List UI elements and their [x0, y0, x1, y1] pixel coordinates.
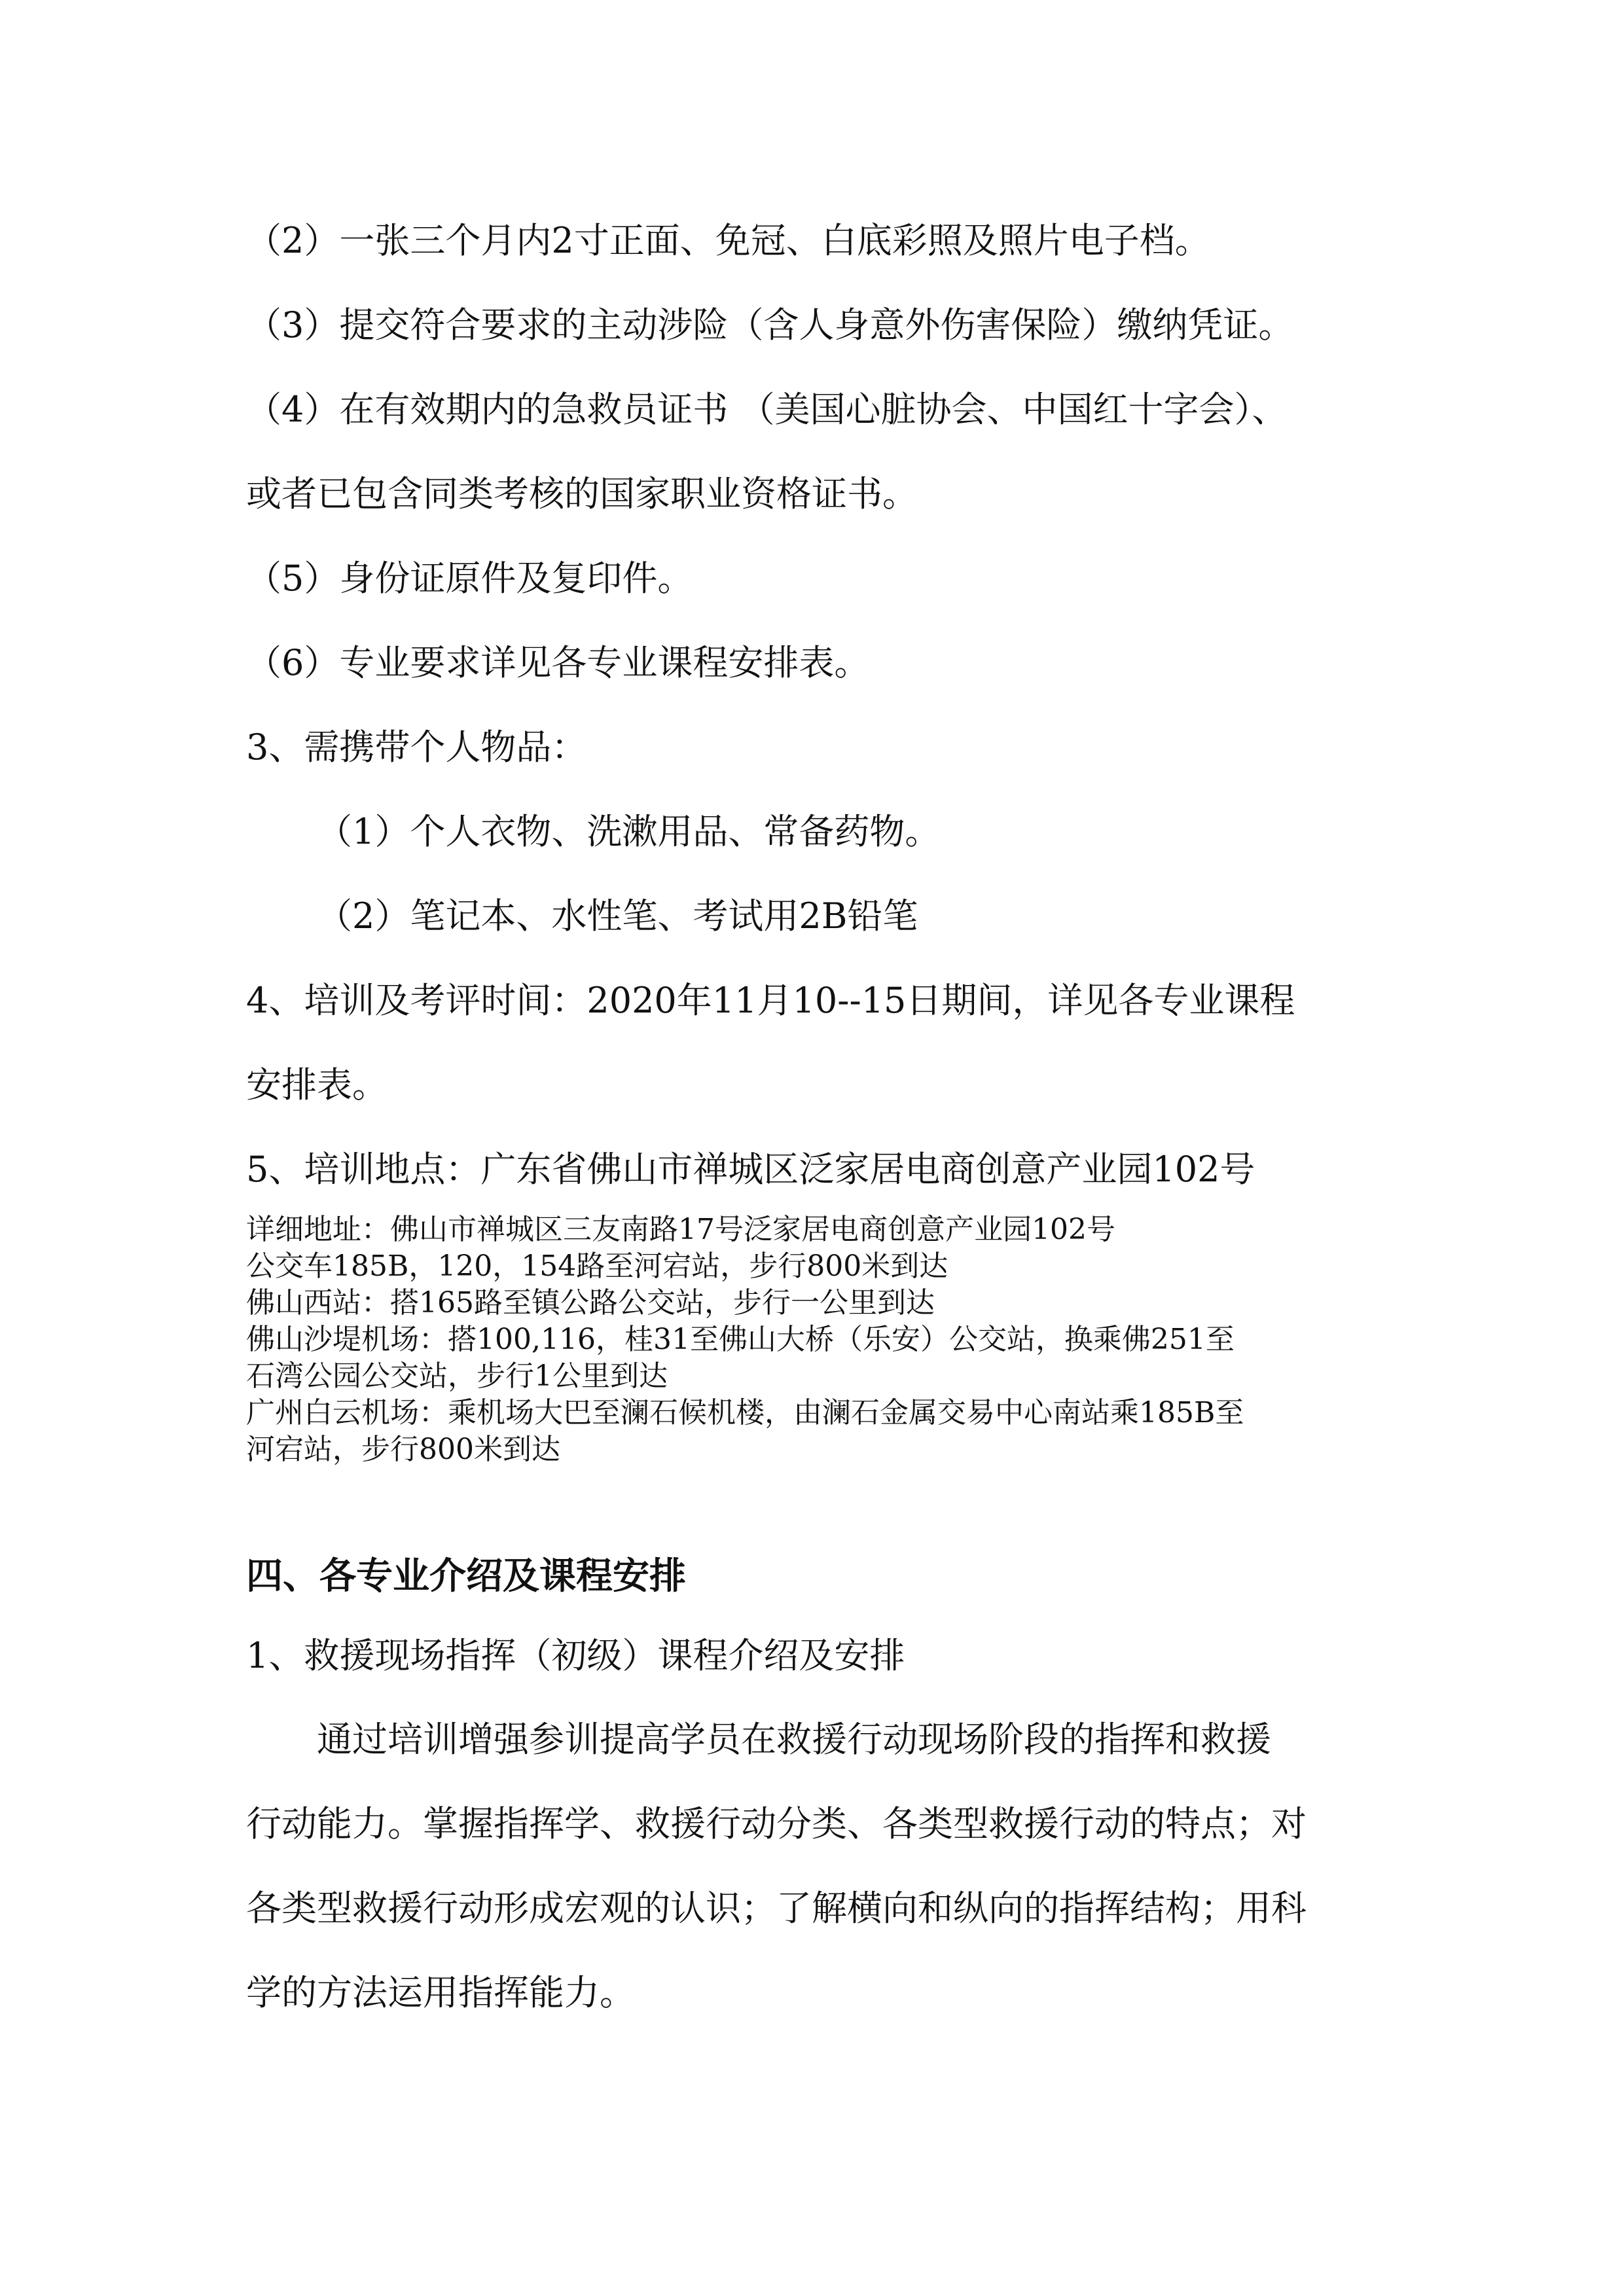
- course-description-line-3: 各类型救援行动形成宏观的认识；了解横向和纵向的指挥结构；用科: [246, 1888, 1307, 1929]
- personal-item-2: （2）笔记本、水性笔、考试用2B铅笔: [317, 895, 918, 937]
- section-5-heading: 5、培训地点：广东省佛山市禅城区泛家居电商创意产业园102号: [246, 1149, 1255, 1190]
- west-station-directions: 佛山西站：搭165路至镇公路公交站，步行一公里到达: [246, 1286, 935, 1319]
- requirement-3: （3）提交符合要求的主动涉险（含人身意外伤害保险）缴纳凭证。: [246, 304, 1294, 346]
- requirement-4-line-1: （4）在有效期内的急救员证书 （美国心脏协会、中国红十字会）、: [246, 389, 1288, 430]
- course-1-title: 1、救援现场指挥（初级）课程介绍及安排: [246, 1635, 905, 1676]
- airport-baiyun-line-2: 河宕站，步行800米到达: [246, 1433, 560, 1466]
- bus-directions: 公交车185B，120，154路至河宕站，步行800米到达: [246, 1249, 948, 1283]
- section-3-heading: 3、需携带个人物品：: [246, 726, 587, 768]
- requirement-5: （5）身份证原件及复印件。: [246, 558, 693, 599]
- section-4-line-1: 4、培训及考评时间：2020年11月10--15日期间，详见各专业课程: [246, 980, 1295, 1021]
- course-description-line-1: 通过培训增强参训提高学员在救援行动现场阶段的指挥和救援: [317, 1719, 1271, 1760]
- personal-item-1: （1）个人衣物、洗漱用品、常备药物。: [317, 811, 941, 852]
- section-4-line-2: 安排表。: [246, 1064, 388, 1105]
- course-description-line-2: 行动能力。掌握指挥学、救援行动分类、各类型救援行动的特点；对: [246, 1803, 1307, 1844]
- requirement-2: （2）一张三个月内2寸正面、免冠、白底彩照及照片电子档。: [246, 220, 1210, 261]
- address-detail: 详细地址：佛山市禅城区三友南路17号泛家居电商创意产业园102号: [246, 1213, 1115, 1246]
- airport-baiyun-line-1: 广州白云机场：乘机场大巴至澜石候机楼，由澜石金属交易中心南站乘185B至: [246, 1396, 1244, 1429]
- section-heading-major-introduction: 四、各专业介绍及课程安排: [246, 1555, 686, 1598]
- requirement-4-line-2: 或者已包含同类考核的国家职业资格证书。: [246, 473, 918, 514]
- course-description-line-4: 学的方法运用指挥能力。: [246, 1972, 635, 2013]
- airport-shadi-line-2: 石湾公园公交站，步行1公里到达: [246, 1359, 668, 1393]
- airport-shadi-line-1: 佛山沙堤机场：搭100,116，桂31至佛山大桥（乐安）公交站，换乘佛251至: [246, 1323, 1235, 1356]
- requirement-6: （6）专业要求详见各专业课程安排表。: [246, 642, 870, 683]
